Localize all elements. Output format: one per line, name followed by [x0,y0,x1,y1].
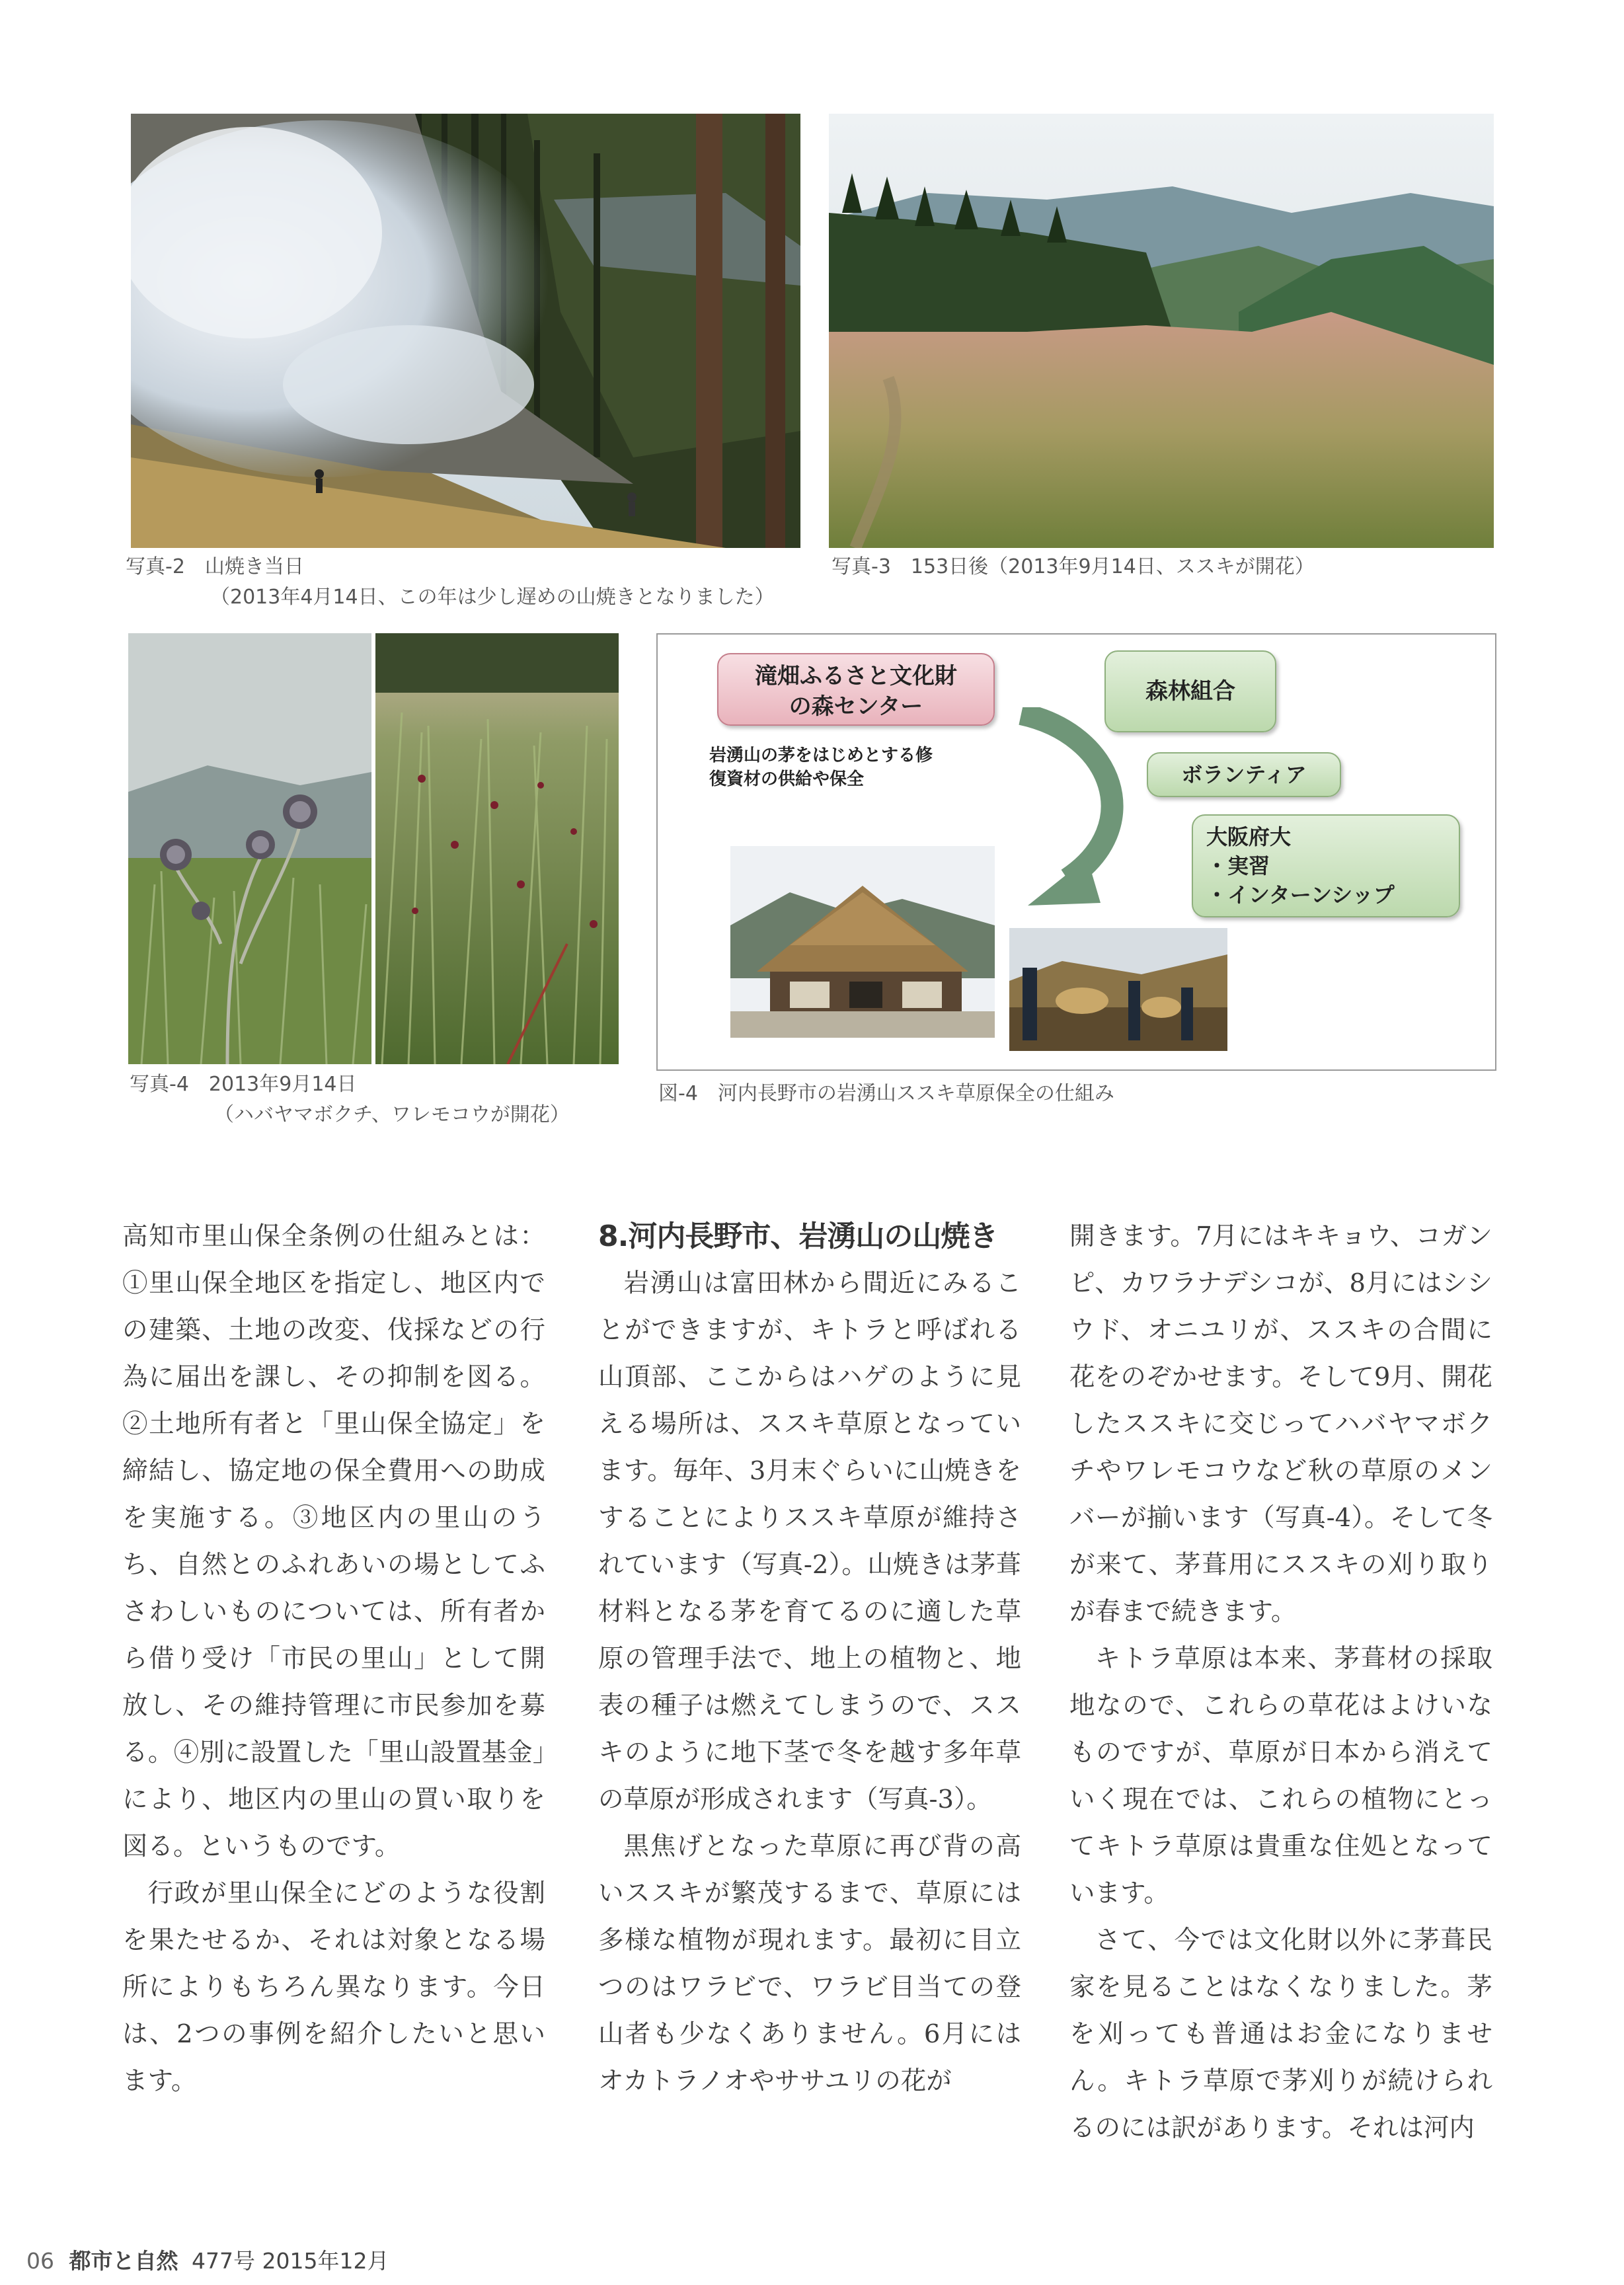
body-paragraph: 黒焦げとなった草原に再び背の高いススキが繁茂するまで、草原には多様な植物が現れます。最初に目立つのはワラビで、ワラビ目当ての登山者も少なくありません。6月にはオカトラノオやササユリの花が [598,1832,1021,2096]
body-column-3 [1069,1213,1492,2151]
body-column-1 [122,1213,545,2105]
photo-mountain-burning [131,114,800,548]
photo-4-caption [130,1069,632,1130]
forest-center-line2: の森センター [789,693,923,720]
forest-center-note-line1: 岩湧山の茅をはじめとする修 [709,746,933,765]
forest-center-note [709,744,1013,791]
cycle-arrow-icon [1015,707,1147,919]
magazine-title: 都市と自然 [69,2248,178,2274]
osaka-pref-univ-line3: ・インターンシップ [1206,882,1395,908]
forest-center-box [717,653,995,726]
photo-2-caption [126,552,800,613]
photo-4-caption-line1: 写真-4 2013年9月14日 [130,1073,357,1096]
photo-3-caption-line1: 写真-3 153日後（2013年9月14日、ススキが開花） [831,555,1315,578]
body-column-2 [598,1213,1021,2105]
volunteer-box [1147,752,1341,797]
photo-3-caption [831,552,1492,582]
body-paragraph: キトラ草原は本来、茅葺材の採取地なので、これらの草花はよけいなものですが、草原が日本から消えていく現在では、これらの植物にとってキトラ草原は貴重な住処となっています。 [1069,1644,1492,1908]
figure-4-caption-text: 図-4 河内長野市の岩湧山ススキ草原保全の仕組み [658,1082,1114,1105]
page-footer [26,2244,389,2275]
body-paragraph: 行政が里山保全にどのような役割を果たせるか、それは対象となる場所によりもちろん異なります。今日は、2つの事例を紹介したいと思います。 [122,1878,545,2096]
osaka-pref-univ-line2: ・実習 [1206,853,1270,878]
forest-center-line1: 滝畑ふるさと文化財 [755,663,957,689]
body-paragraph: さて、今では文化財以外に茅葺民家を見ることはなくなりました。茅を刈っても普通はお金になりません。キトラ草原で茅刈りが続けられるのには訳があります。それは河内 [1069,1925,1492,2143]
page-number: 06 [26,2248,54,2274]
body-paragraph: 岩湧山は富田林から間近にみることができますが、キトラと呼ばれる山頂部、ここからはハゲのように見える場所は、ススキ草原となっています。毎年、3月末ぐらいに山焼きをすることによりススキ草原が維持されています（写真-2）。山焼きは茅葺材料となる茅を育てるのに適した草原の管理手法で、地上の植物と、地表の種子は燃えてしまうので、ススキのように地下茎で冬を越す多年草の草原が形成されます（写真-3）。 [598,1268,1021,1814]
photo-habayamabokuchi [128,633,371,1064]
section-heading: 8.河内長野市、岩湧山の山焼き [598,1220,998,1253]
thatch-work-photo [1009,928,1227,1051]
body-paragraph: 開きます。7月にはキキョウ、コガンピ、カワラナデシコが、8月にはシシウド、オニユリが、ススキの合間に花をのぞかせます。そして9月、開花したススキに交じってハバヤマボクチやワレモコウなど秋の草原のメンバーが揃います（写真-4）。そして冬が来て、茅葺用にススキの刈り取りが春まで続きます。 [1069,1221,1492,1627]
photo-2-caption-line2: （2013年4月14日、この年は少し遅めの山焼きとなりました） [210,586,775,609]
issue-info: 477号 2015年12月 [192,2248,389,2274]
osaka-pref-univ-line1: 大阪府大 [1206,824,1292,849]
figure-4-caption [658,1079,1491,1109]
photo-2-caption-line1: 写真-2 山焼き当日 [126,555,304,578]
figure-4-diagram [656,633,1496,1071]
photo-4-caption-line2: （ハバヤマボクチ、ワレモコウが開花） [214,1103,570,1126]
body-paragraph: 高知市里山保全条例の仕組みとは：①里山保全地区を指定し、地区内での建築、土地の改変、伐採などの行為に届出を課し、その抑制を図る。②土地所有者と「里山保全協定」を締結し、協定地の保全費用への助成を実施する。③地区内の里山のうち、自然とのふれあいの場としてふさわしいものについては、所有者から借り受け「市民の里山」として開放し、その維持管理に市民参加を募る。④別に設置した「里山設置基金」により、地区内の里山の買い取りを図る。というものです。 [122,1221,545,1861]
forest-center-note-line2: 復資材の供給や保全 [709,769,865,789]
thatched-house-photo [730,846,995,1038]
osaka-pref-univ-box [1192,814,1460,917]
photo-waremokou [375,633,619,1064]
forest-union-label: 森林組合 [1145,678,1235,705]
volunteer-label: ボランティア [1181,762,1307,787]
photo-susuki-grassland [829,114,1494,548]
